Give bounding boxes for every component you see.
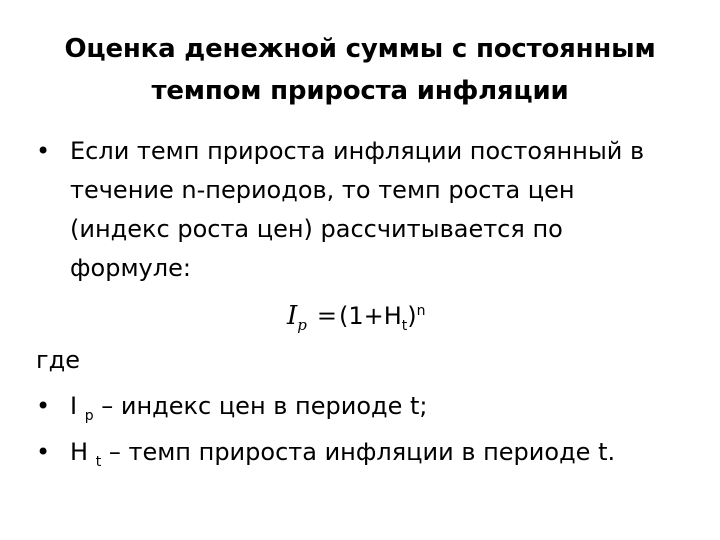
title-line-2: темпом прироста инфляции — [151, 76, 569, 106]
definition-symbol: H — [70, 438, 89, 466]
definition-symbol: I — [70, 392, 78, 420]
definition-item — [36, 385, 696, 431]
formula-lhs-symbol: I — [287, 301, 298, 331]
intro-bullet-item — [36, 132, 696, 288]
bullet-marker: • — [36, 438, 51, 466]
intro-line-2: течение n-периодов, то темп роста цен — [70, 176, 575, 204]
definition-subscript: p — [84, 408, 94, 424]
price-index-formula — [287, 294, 426, 343]
definition-text: – темп прироста инфляции в периоде t. — [108, 438, 616, 466]
formula-lhs-subscript: p — [297, 316, 307, 335]
formula-rhs-close: ) — [407, 302, 417, 330]
formula-lhs — [287, 301, 307, 335]
definition-subscript: t — [95, 454, 102, 470]
where-label: где — [36, 346, 80, 374]
intro-paragraph — [36, 132, 696, 288]
intro-line-3: (индекс роста цен) рассчитывается по — [70, 215, 563, 243]
formula-rhs-subscript: t — [401, 317, 408, 334]
definition-text: – индекс цен в периоде t; — [101, 392, 428, 420]
slide-title — [20, 28, 700, 112]
intro-line-1: Если темп прироста инфляции постоянный в — [70, 137, 645, 165]
bullet-marker: • — [36, 392, 51, 420]
formula-exponent: n — [416, 303, 426, 319]
intro-line-4: формуле: — [70, 254, 191, 282]
definitions-list — [36, 385, 696, 477]
title-line-1: Оценка денежной суммы с постоянным — [64, 34, 656, 64]
bullet-marker: • — [36, 137, 51, 165]
definition-item — [36, 431, 696, 477]
formula-rhs-open: (1+H — [339, 302, 402, 330]
formula-equals: = — [316, 302, 337, 330]
